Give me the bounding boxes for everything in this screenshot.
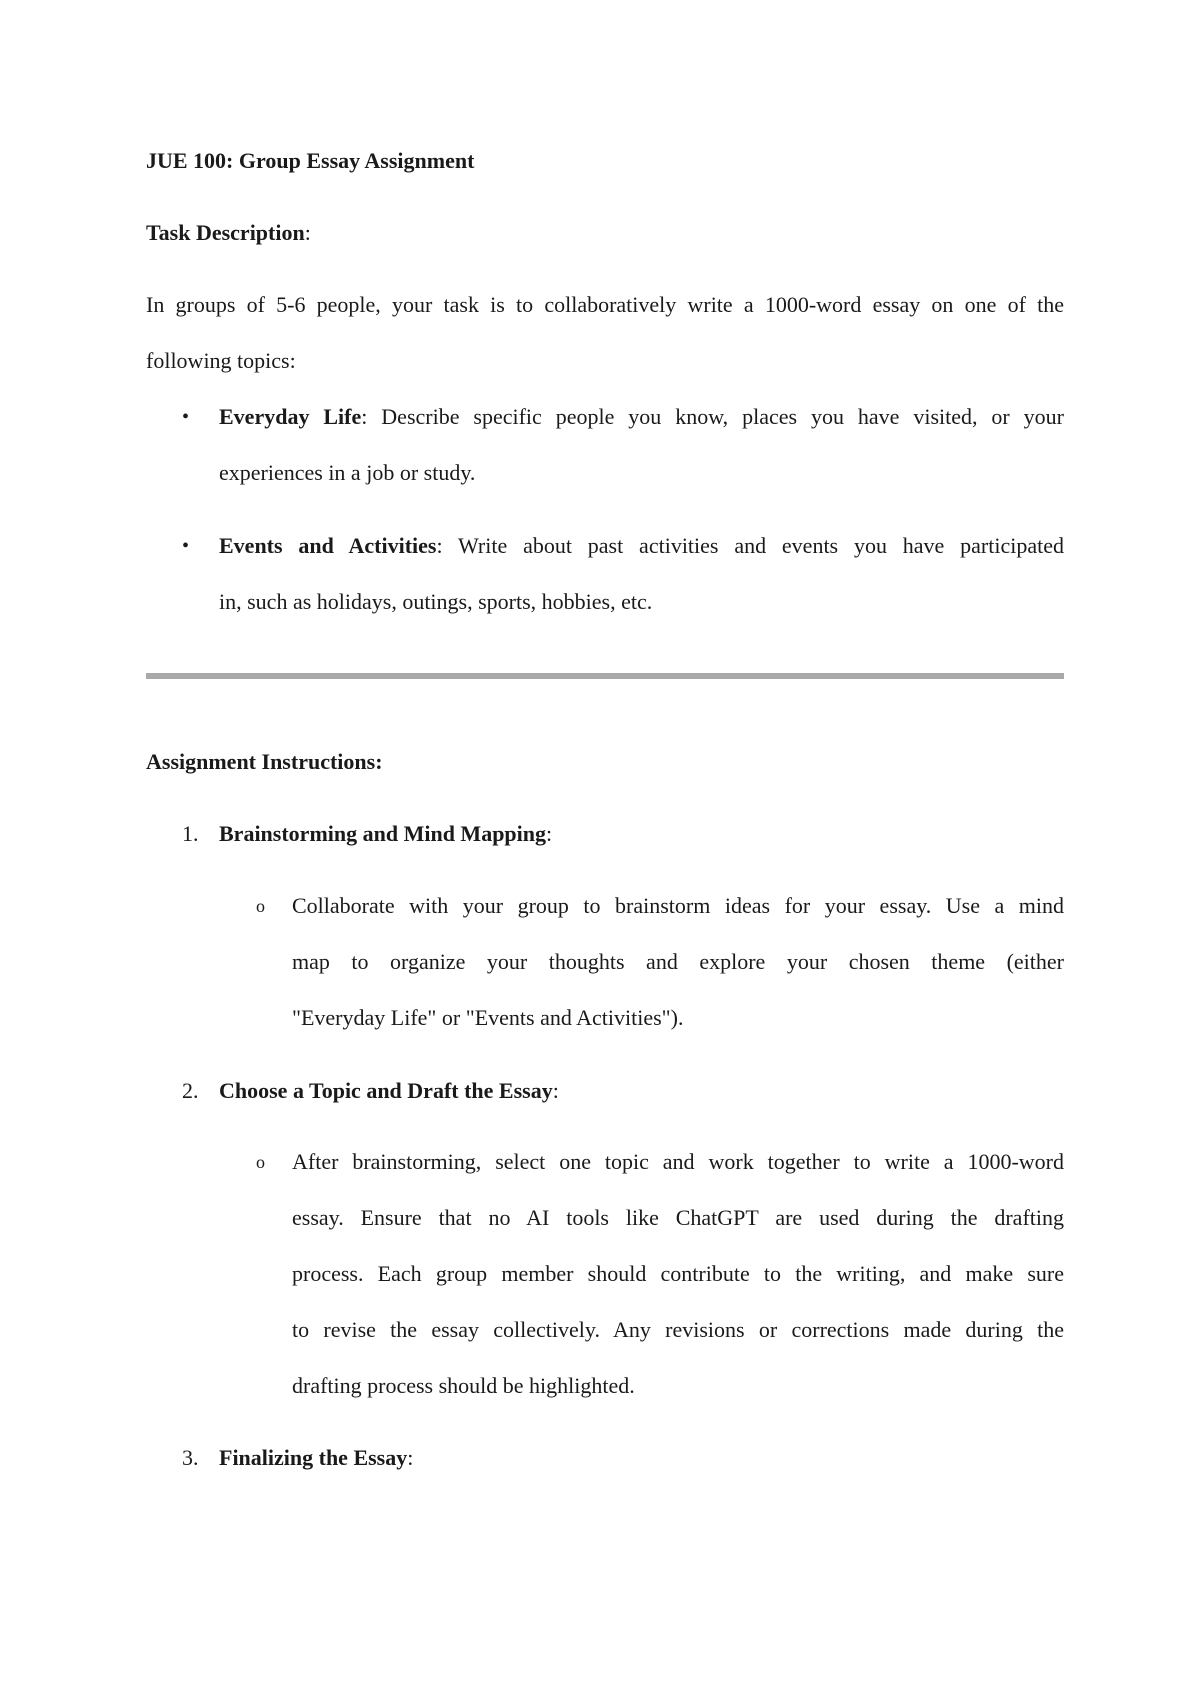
- step-title-label: Brainstorming and Mind Mapping: [219, 821, 547, 846]
- detail-line: to revise the essay collectively. Any revisions or corrections made during the: [292, 1317, 1064, 1342]
- detail-line: process. Each group member should contribute to the writing, and make sure: [292, 1261, 1064, 1286]
- step-detail-text: [292, 878, 1064, 1046]
- topic-description: Write about past activities and events you have participated: [458, 533, 1064, 558]
- detail-line: "Everyday Life" or "Events and Activities").: [292, 1005, 684, 1030]
- topic-separator: :: [361, 404, 382, 429]
- topic-line-2: in, such as holidays, outings, sports, hobbies, etc.: [219, 589, 653, 614]
- step-title: [219, 1063, 1064, 1119]
- topic-line-2: experiences in a job or study.: [219, 460, 476, 485]
- detail-line: essay. Ensure that no AI tools like ChatGPT are used during the drafting: [292, 1205, 1064, 1230]
- sub-bullet-icon: o: [256, 1152, 265, 1172]
- topic-description: Describe specific people you know, places you have visited, or your: [381, 404, 1064, 429]
- topic-line-1: [219, 518, 1064, 574]
- instructions-heading: Assignment Instructions:: [146, 749, 383, 774]
- task-description-colon: :: [304, 220, 311, 245]
- document-page: [146, 0, 1064, 1696]
- bullet-icon: •: [182, 535, 190, 557]
- step-detail-text: [292, 1134, 1064, 1414]
- step-number: 1.: [182, 821, 199, 846]
- task-description-heading: [146, 205, 1064, 261]
- step-title: [219, 806, 1064, 862]
- detail-line: Collaborate with your group to brainstorm ideas for your essay. Use a mind: [292, 893, 1064, 918]
- step-title-colon: :: [546, 821, 553, 846]
- intro-paragraph: [146, 277, 1064, 389]
- task-description-label: Task Description: [146, 220, 305, 245]
- step-title: [219, 1430, 1064, 1486]
- topic-label: Events and Activities: [219, 533, 437, 558]
- topic-label: Everyday Life: [219, 404, 362, 429]
- intro-line-2: following topics:: [146, 348, 296, 373]
- topic-text: [219, 389, 1064, 501]
- detail-line: map to organize your thoughts and explore your chosen theme (either: [292, 949, 1064, 974]
- step-title-label: Choose a Topic and Draft the Essay: [219, 1078, 553, 1103]
- topic-line-1: [219, 389, 1064, 445]
- step-number: 2.: [182, 1078, 199, 1103]
- document-title: JUE 100: Group Essay Assignment: [146, 148, 475, 173]
- topic-text: [219, 518, 1064, 630]
- sub-bullet-icon: o: [256, 896, 265, 916]
- step-title-colon: :: [552, 1078, 559, 1103]
- horizontal-divider: [146, 673, 1064, 679]
- topic-separator: :: [436, 533, 459, 558]
- detail-line: After brainstorming, select one topic and work together to write a 1000-word: [292, 1149, 1064, 1174]
- step-title-label: Finalizing the Essay: [219, 1445, 408, 1470]
- bullet-icon: •: [182, 406, 190, 428]
- step-number: 3.: [182, 1445, 199, 1470]
- step-title-colon: :: [407, 1445, 414, 1470]
- intro-line-1: In groups of 5-6 people, your task is to collaboratively write a 1000-word essay on one of the: [146, 292, 1064, 317]
- detail-line: drafting process should be highlighted.: [292, 1373, 635, 1398]
